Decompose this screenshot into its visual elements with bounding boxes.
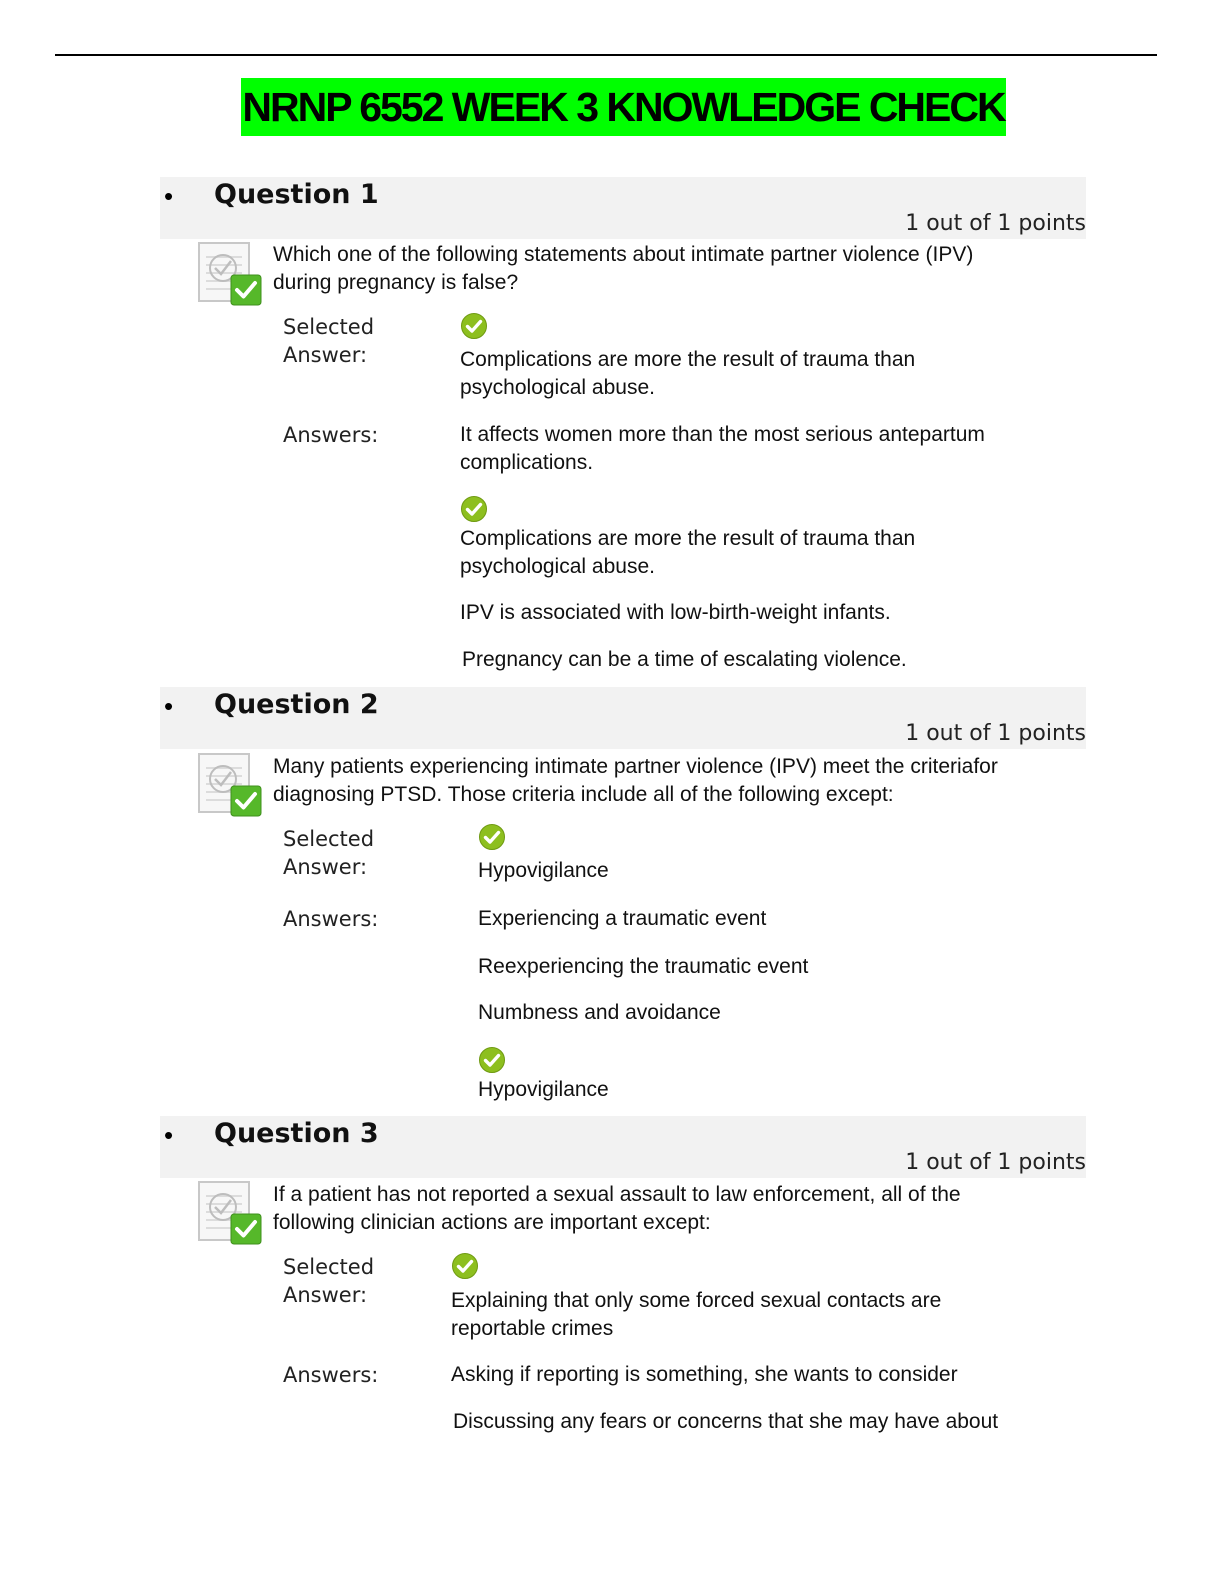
top-rule	[55, 54, 1157, 56]
answer-line: It affects women more than the most serious antepartum	[460, 423, 985, 446]
question-2-text	[273, 753, 1083, 809]
question-2-answer-4: Hypovigilance	[478, 1078, 609, 1101]
question-3-text	[273, 1181, 1083, 1237]
answer-line: psychological abuse.	[460, 376, 655, 399]
question-1-text	[273, 241, 1083, 297]
question-1-answer-4: Pregnancy can be a time of escalating violence.	[462, 648, 907, 671]
document-title: NRNP 6552 WEEK 3 KNOWLEDGE CHECK	[241, 78, 1006, 136]
question-1-header	[160, 177, 1086, 239]
question-2-points: 1 out of 1 points	[905, 721, 1086, 746]
label-line: Selected	[283, 827, 375, 851]
graded-correct-icon	[198, 241, 264, 307]
question-text-line: Which one of the following statements about intimate partner violence (IPV)	[273, 243, 974, 266]
question-2-title: Question 2	[214, 689, 379, 720]
answer-line: Complications are more the result of trauma than	[460, 527, 916, 550]
answer-line: complications.	[460, 451, 594, 474]
question-text-line: during pregnancy is false?	[273, 271, 519, 294]
question-1-answer-2	[460, 525, 1060, 581]
answer-line: psychological abuse.	[460, 555, 655, 578]
question-1-answer-1	[460, 421, 1060, 477]
question-2-answer-2: Reexperiencing the traumatic event	[478, 955, 809, 978]
question-3-answer-2: Discussing any fears or concerns that she may have about	[453, 1410, 999, 1433]
question-1-selected-answer	[460, 346, 1060, 402]
answers-label: Answers:	[283, 907, 379, 931]
question-3-selected-answer	[451, 1287, 1051, 1343]
label-line: Answer:	[283, 343, 368, 367]
label-line: Selected	[283, 1255, 375, 1279]
bullet: •	[164, 181, 174, 211]
question-3-title: Question 3	[214, 1118, 379, 1149]
check-circle-icon	[460, 312, 488, 340]
selected-answer-label	[283, 313, 374, 369]
answer-line: Complications are more the result of trauma than	[460, 348, 916, 371]
check-circle-icon	[460, 495, 488, 523]
label-line: Answer:	[283, 855, 368, 879]
check-circle-icon	[478, 823, 506, 851]
answers-label: Answers:	[283, 1363, 379, 1387]
question-text-line: following clinician actions are important except:	[273, 1211, 711, 1234]
question-1-answer-3: IPV is associated with low-birth-weight infants.	[460, 601, 891, 624]
graded-correct-icon	[198, 752, 264, 818]
question-3-header	[160, 1116, 1086, 1178]
graded-correct-icon	[198, 1180, 264, 1246]
question-text-line: If a patient has not reported a sexual assault to law enforcement, all of the	[273, 1183, 961, 1206]
question-text-line: diagnosing PTSD. Those criteria include all of the following except:	[273, 783, 894, 806]
question-3-answer-1: Asking if reporting is something, she wants to consider	[451, 1363, 958, 1386]
label-line: Answer:	[283, 1283, 368, 1307]
question-text-line: Many patients experiencing intimate partner violence (IPV) meet the criteriafor	[273, 755, 998, 778]
check-circle-icon	[451, 1252, 479, 1280]
check-circle-icon	[478, 1046, 506, 1074]
selected-answer-label	[283, 825, 374, 881]
question-1-title: Question 1	[214, 179, 379, 210]
label-line: Selected	[283, 315, 375, 339]
bullet: •	[164, 1120, 174, 1150]
question-2-answer-3: Numbness and avoidance	[478, 1001, 721, 1024]
answer-line: Explaining that only some forced sexual contacts are	[451, 1289, 942, 1312]
selected-answer-label	[283, 1253, 374, 1309]
answer-line: reportable crimes	[451, 1317, 614, 1340]
answers-label: Answers:	[283, 423, 379, 447]
bullet: •	[164, 691, 174, 721]
question-2-answer-1: Experiencing a traumatic event	[478, 907, 767, 930]
question-2-header	[160, 687, 1086, 749]
question-1-points: 1 out of 1 points	[905, 211, 1086, 236]
question-2-selected-answer: Hypovigilance	[478, 859, 609, 882]
question-3-points: 1 out of 1 points	[905, 1150, 1086, 1175]
